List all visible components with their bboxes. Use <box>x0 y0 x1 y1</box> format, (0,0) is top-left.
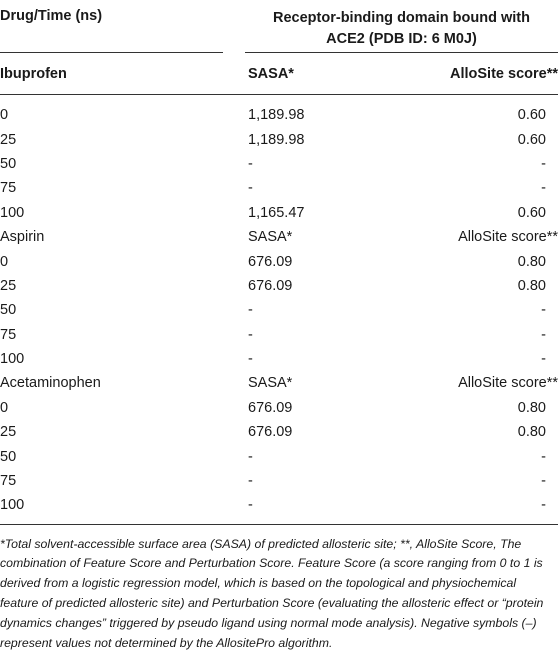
table-header <box>0 0 558 57</box>
header-drug-time: Drug/Time (ns) <box>0 8 103 24</box>
table-row <box>0 127 558 151</box>
cell-sasa: 1,165.47 <box>248 204 305 221</box>
header-receptor-binding <box>245 8 558 50</box>
data-table <box>0 103 558 518</box>
cell-sasa: 1,189.98 <box>248 131 305 148</box>
cell-sasa: SASA* <box>248 229 293 246</box>
cell-sasa: 676.09 <box>248 424 293 441</box>
subheader-sasa: SASA* <box>248 66 294 82</box>
cell-allosite: 0.80 <box>517 399 546 416</box>
table-row <box>0 469 558 493</box>
cell-drug-time: 50 <box>0 155 17 172</box>
cell-sasa: - <box>248 155 253 172</box>
cell-allosite: - <box>541 497 546 514</box>
cell-allosite: 0.80 <box>517 277 546 294</box>
cell-sasa: 676.09 <box>248 253 293 270</box>
table-row <box>0 371 558 395</box>
table-row <box>0 444 558 468</box>
subheader-drug: Ibuprofen <box>0 66 67 82</box>
table-row <box>0 176 558 200</box>
table-row <box>0 396 558 420</box>
cell-drug-time: 75 <box>0 180 17 197</box>
table-footnote: *Total solvent-accessible surface area (SASA) of predicted allosteric site; **, AlloSite Score, The combination of Feature Score and Perturbation Score. Feature Score (a score ranging from 0 to 1 is derived from a logistic regression model, which is based on the topological and physiochemical feature of predicted allosteric site) and Perturbation Score (evaluating the allosteric effect or “protein dynamics changes” triggered by pseudo ligand using normal mode analysis). Negative symbols (–) represent values not determined by the AllositePro algorithm. <box>0 536 544 650</box>
table-row <box>0 274 558 298</box>
cell-drug-time: 75 <box>0 326 17 343</box>
cell-drug-time: 25 <box>0 277 17 294</box>
cell-allosite: AlloSite score** <box>458 375 558 392</box>
cell-sasa: - <box>248 326 253 343</box>
cell-drug-time: Acetaminophen <box>0 375 101 392</box>
cell-allosite: - <box>541 326 546 343</box>
cell-allosite: - <box>541 180 546 197</box>
header-rule-left <box>0 52 223 53</box>
cell-allosite: - <box>541 448 546 465</box>
cell-allosite: 0.80 <box>517 424 546 441</box>
cell-drug-time: 75 <box>0 473 17 490</box>
cell-allosite: AlloSite score** <box>458 229 558 246</box>
cell-sasa: SASA* <box>248 375 293 392</box>
table-row <box>0 493 558 517</box>
cell-sasa: 676.09 <box>248 399 293 416</box>
cell-sasa: - <box>248 473 253 490</box>
cell-sasa: - <box>248 448 253 465</box>
cell-allosite: 0.80 <box>517 253 546 270</box>
cell-drug-time: 100 <box>0 351 25 368</box>
cell-drug-time: Aspirin <box>0 229 45 246</box>
cell-drug-time: 25 <box>0 131 17 148</box>
cell-sasa: - <box>248 302 253 319</box>
header-rule-right <box>245 52 558 53</box>
cell-drug-time: 100 <box>0 497 25 514</box>
cell-drug-time: 0 <box>0 253 9 270</box>
cell-drug-time: 50 <box>0 302 17 319</box>
cell-drug-time: 0 <box>0 399 9 416</box>
header-receptor-line2: ACE2 (PDB ID: 6 M0J) <box>326 31 477 47</box>
table-row <box>0 298 558 322</box>
table-row <box>0 201 558 225</box>
cell-allosite: - <box>541 302 546 319</box>
cell-drug-time: 25 <box>0 424 17 441</box>
cell-drug-time: 0 <box>0 107 9 124</box>
table-row <box>0 249 558 273</box>
cell-allosite: - <box>541 351 546 368</box>
cell-allosite: 0.60 <box>517 204 546 221</box>
table-row <box>0 323 558 347</box>
subheader-allosite: AlloSite score** <box>450 66 558 82</box>
cell-sasa: - <box>248 351 253 368</box>
cell-allosite: 0.60 <box>517 131 546 148</box>
cell-sasa: 676.09 <box>248 277 293 294</box>
table-subheader <box>0 57 558 94</box>
cell-drug-time: 100 <box>0 204 25 221</box>
table-row <box>0 420 558 444</box>
cell-allosite: - <box>541 155 546 172</box>
table-row <box>0 103 558 127</box>
cell-drug-time: 50 <box>0 448 17 465</box>
table-body <box>0 95 558 518</box>
cell-sasa: 1,189.98 <box>248 107 305 124</box>
header-receptor-line1: Receptor-binding domain bound with <box>273 10 530 26</box>
cell-allosite: - <box>541 473 546 490</box>
cell-allosite: 0.60 <box>517 107 546 124</box>
cell-sasa: - <box>248 180 253 197</box>
table-row <box>0 225 558 249</box>
table-row <box>0 347 558 371</box>
table-bottom-rule <box>0 524 558 525</box>
cell-sasa: - <box>248 497 253 514</box>
table-row <box>0 152 558 176</box>
